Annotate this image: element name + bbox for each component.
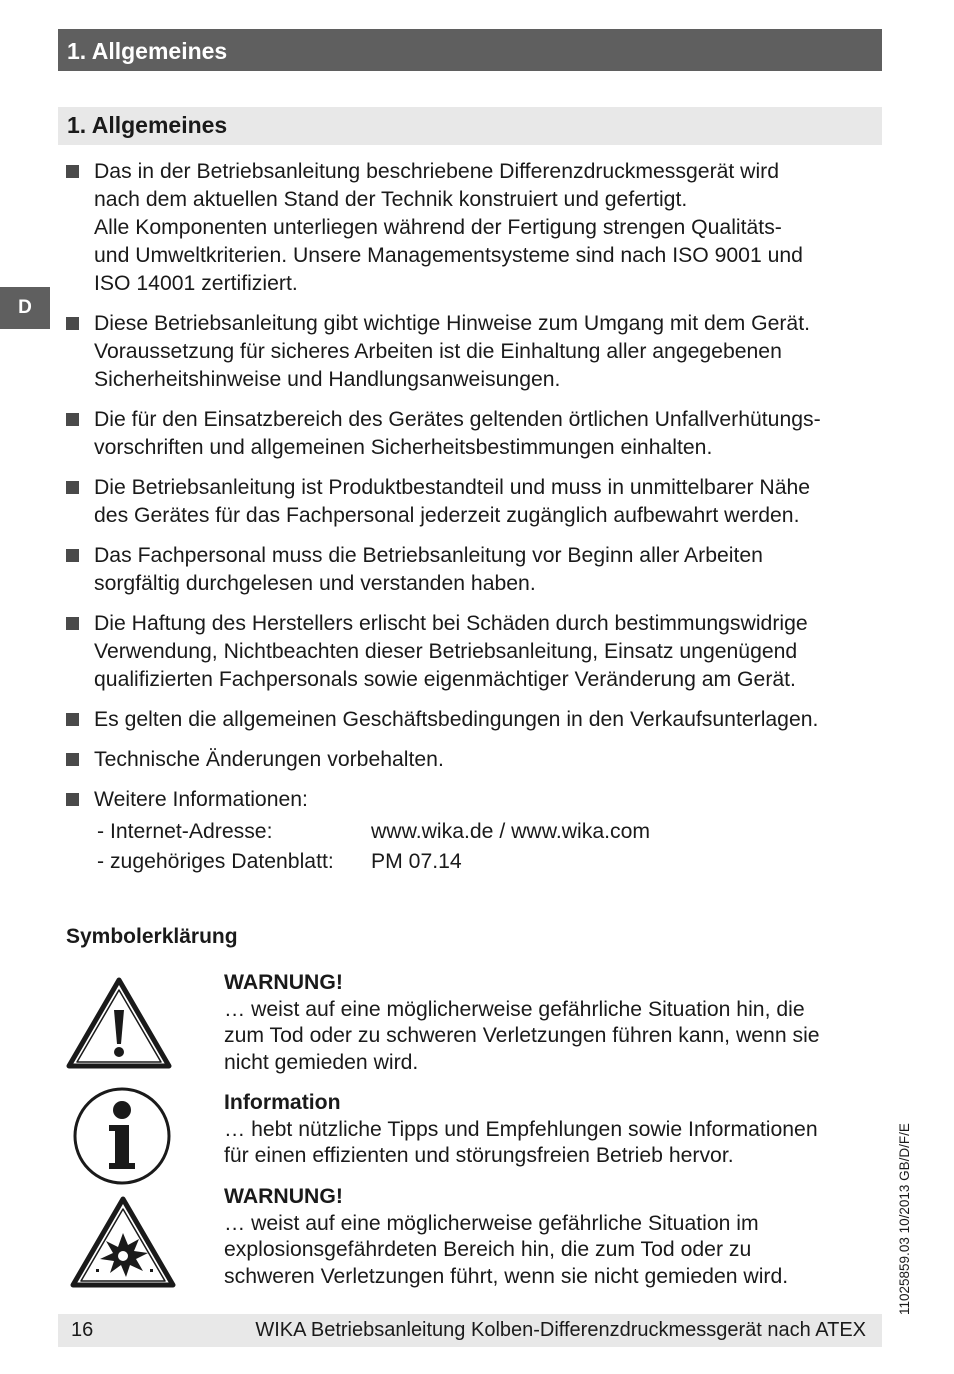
header-title: 1. Allgemeines	[67, 38, 228, 64]
info-key: - zugehöriges Datenblatt:	[97, 850, 334, 873]
list-item: Die Haftung des Herstellers erlischt bei Schäden durch bestimmungswidrige Verwendung, Nichtbeachten dieser Betriebsanleitung, Einsatz ungenügend qualifizierten Fachpersonals sowie eigenmächtiger Veränderung am Gerät.	[66, 610, 876, 694]
page-number: 16	[71, 1319, 94, 1341]
bullet-square-icon	[66, 549, 79, 562]
info-value: PM 07.14	[371, 850, 462, 873]
section-title: 1. Allgemeines	[67, 112, 228, 138]
information-icon	[71, 1085, 173, 1187]
list-item: Es gelten die allgemeinen Geschäftsbedingungen in den Verkaufsunterlagen.	[66, 706, 876, 734]
page-header	[58, 29, 882, 71]
symbol-title: WARNUNG!	[224, 1185, 343, 1208]
document-code: 11025859.03 10/2013 GB/D/F/E	[897, 1123, 912, 1315]
info-value: www.wika.de / www.wika.com	[371, 820, 651, 843]
symbol-title: WARNUNG!	[224, 971, 343, 994]
section-heading	[58, 107, 882, 145]
list-item: Weitere Informationen: - Internet-Adresse: www.wika.de / www.wika.com - zugehöriges Datenblatt: PM 07.14	[66, 786, 876, 877]
info-table	[94, 817, 876, 877]
symbol-explosion-warning: WARNUNG! … weist auf eine möglicherweise gefährliche Situation im explosionsgefährdeten Bereich hin, die zum Tod oder zu schweren Verletzungen führt, wenn sie nicht gemieden wird.	[224, 1184, 874, 1290]
bullet-square-icon	[66, 413, 79, 426]
warning-triangle-icon	[64, 974, 174, 1072]
list-item: Das in der Betriebsanleitung beschriebene Differenzdruckmessgerät wird nach dem aktuellen Stand der Technik konstruiert und gefertigt. Alle Komponenten unterliegen während der Fertigung strengen Qualitäts- und Umweltkriterien. Unsere Managementsysteme sind nach ISO 9001 und ISO 14001 zertifiziert.	[66, 158, 876, 298]
language-tab: D	[0, 287, 50, 329]
bullet-square-icon	[66, 617, 79, 630]
bullet-square-icon	[66, 793, 79, 806]
footer-text: WIKA Betriebsanleitung Kolben-Differenzdruckmessgerät nach ATEX	[255, 1319, 866, 1341]
explosion-warning-icon	[68, 1193, 178, 1291]
symbol-information: Information … hebt nützliche Tipps und Empfehlungen sowie Informationen für einen effizienten und störungsfreien Betrieb hervor.	[224, 1090, 874, 1170]
info-key: - Internet-Adresse:	[97, 820, 273, 843]
symbol-heading: Symbolerklärung	[66, 925, 238, 948]
bullet-list	[66, 158, 876, 889]
info-row	[94, 817, 876, 847]
list-item: Das Fachpersonal muss die Betriebsanleitung vor Beginn aller Arbeiten sorgfältig durchgelesen und verstanden haben.	[66, 542, 876, 598]
bullet-square-icon	[66, 165, 79, 178]
bullet-square-icon	[66, 317, 79, 330]
list-item: Die für den Einsatzbereich des Gerätes geltenden örtlichen Unfallverhütungs- vorschriften und allgemeinen Sicherheitsbestimmungen einhalten.	[66, 406, 876, 462]
list-item: Technische Änderungen vorbehalten.	[66, 746, 876, 774]
symbol-warning: WARNUNG! … weist auf eine möglicherweise gefährliche Situation hin, die zum Tod oder zu schweren Verletzungen führen kann, wenn sie nicht gemieden wird.	[224, 970, 874, 1076]
bullet-square-icon	[66, 753, 79, 766]
info-row	[94, 847, 876, 877]
list-item: Die Betriebsanleitung ist Produktbestandteil und muss in unmittelbarer Nähe des Gerätes für das Fachpersonal jederzeit zugänglich aufbewahrt werden.	[66, 474, 876, 530]
bullet-square-icon	[66, 481, 79, 494]
bullet-square-icon	[66, 713, 79, 726]
symbol-title: Information	[224, 1091, 341, 1114]
page-footer	[58, 1314, 882, 1347]
list-item: Diese Betriebsanleitung gibt wichtige Hinweise zum Umgang mit dem Gerät. Voraussetzung für sicheres Arbeiten ist die Einhaltung aller angegebenen Sicherheitshinweise und Handlungsanweisungen.	[66, 310, 876, 394]
